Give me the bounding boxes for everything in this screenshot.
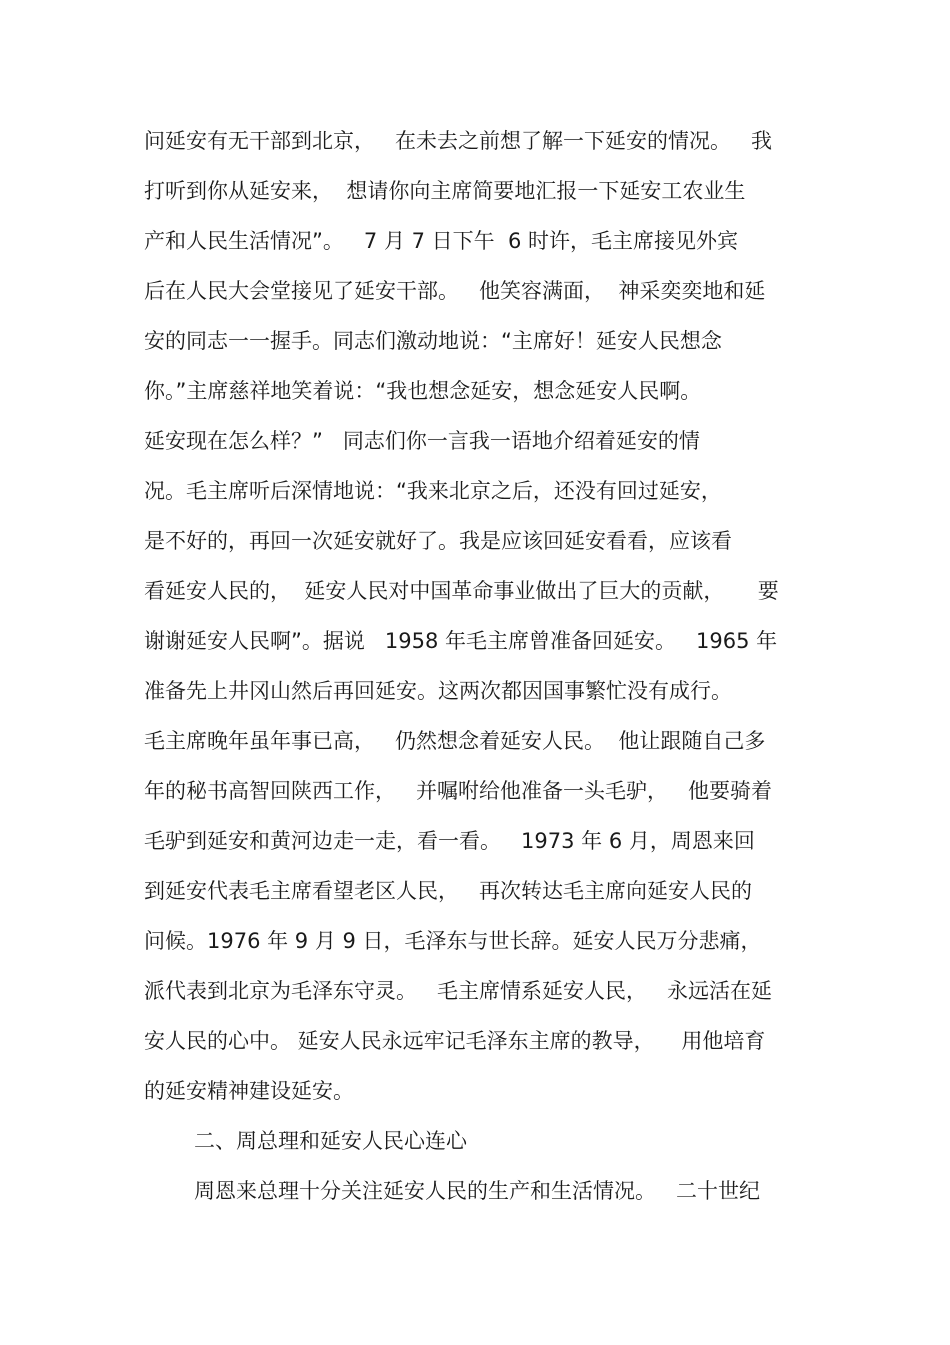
body-text-line: 安的同志一一握手。同志们激动地说：“主席好！延安人民想念 [144,329,722,353]
body-text-line: 是不好的，再回一次延安就好了。我是应该回延安看看，应该看 [144,529,732,553]
section-paragraph-first-line: 周恩来总理十分关注延安人民的生产和生活情况。 二十世纪 [194,1179,761,1203]
body-text-line: 的延安精神建设延安。 [144,1079,354,1103]
body-text-line: 问延安有无干部到北京， 在未去之前想了解一下延安的情况。 我 [144,129,773,153]
body-text-line: 派代表到北京为毛泽东守灵。 毛主席情系延安人民， 永远活在延 [144,979,773,1003]
body-text-line: 年的秘书高智回陕西工作， 并嘱咐给他准备一头毛驴， 他要骑着 [144,779,773,803]
body-text-line: 看延安人民的， 延安人民对中国革命事业做出了巨大的贡献， 要 [144,579,779,603]
body-text-line: 况。毛主席听后深情地说：“我来北京之后，还没有回过延安， [144,479,722,503]
body-text-line: 延安现在怎么样？” 同志们你一言我一语地介绍着延安的情 [144,429,700,453]
section-heading: 二、周总理和延安人民心连心 [194,1129,467,1153]
body-text-line: 产和人民生活情况”。 7 月 7 日下午 6 时许，毛主席接见外宾 [144,229,739,253]
body-text-line: 你。”主席慈祥地笑着说：“我也想念延安，想念延安人民啊。 [144,379,702,403]
body-text-line: 问候。1976 年 9 月 9 日，毛泽东与世长辞。延安人民万分悲痛， [144,929,762,953]
body-text-line: 谢谢延安人民啊”。据说 1958 年毛主席曾准备回延安。 1965 年 [144,629,778,653]
body-text-line: 后在人民大会堂接见了延安干部。 他笑容满面， 神采奕奕地和延 [144,279,766,303]
body-text-line: 毛驴到延安和黄河边走一走，看一看。 1973 年 6 月，周恩来回 [144,829,755,853]
body-text-line: 毛主席晚年虽年事已高， 仍然想念着延安人民。 他让跟随自己多 [144,729,766,753]
body-text-line: 安人民的心中。 延安人民永远牢记毛泽东主席的教导， 用他培育 [144,1029,766,1053]
body-text-line: 到延安代表毛主席看望老区人民， 再次转达毛主席向延安人民的 [144,879,753,903]
body-text-line: 打听到你从延安来， 想请你向主席简要地汇报一下延安工农业生 [144,179,746,203]
body-text-line: 准备先上井冈山然后再回延安。这两次都因国事繁忙没有成行。 [144,679,732,703]
